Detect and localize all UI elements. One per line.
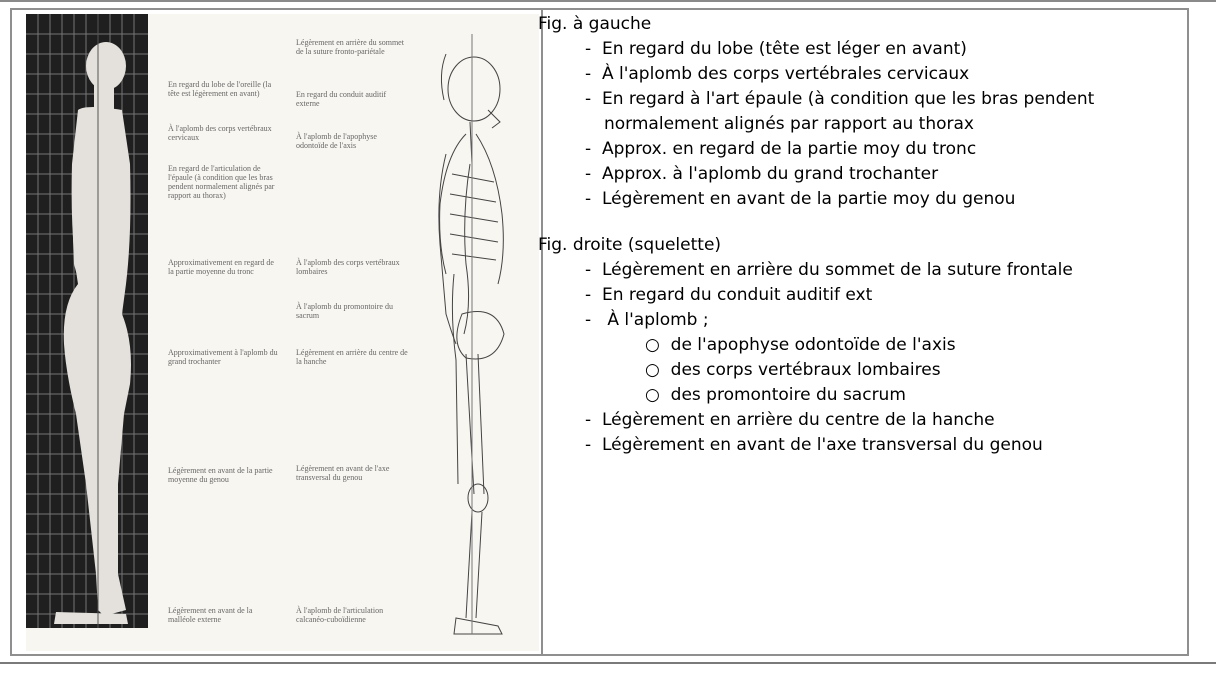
posture-illustration (26, 14, 539, 651)
circle-bullet-icon: ○ (645, 385, 671, 405)
list-item-text: Approx. à l'aplomb du grand trochanter (601, 164, 939, 184)
list-item-text: En regard du conduit auditif ext (601, 285, 873, 305)
skeleton-drawing (439, 54, 504, 634)
list-item (538, 162, 1178, 187)
left-figure-title: Fig. à gauche (538, 14, 652, 34)
list-item (538, 37, 1178, 62)
right-label-6: Légèrement en arrière du centre de la hanche (296, 348, 408, 366)
list-item-text: Légèrement en arrière du centre de la hanche (601, 410, 995, 430)
bottom-rule (0, 662, 1216, 664)
bullet-dash: - (585, 285, 602, 305)
bullet-dash: - (585, 310, 602, 330)
bullet-dash: - (585, 89, 602, 109)
bullet-dash: - (585, 189, 602, 209)
posture-figure (26, 14, 539, 651)
sub-list-item-text: des corps vertébraux lombaires (670, 360, 941, 380)
list-item-text: En regard à l'art épaule (à condition que les bras pendent normalement alignés par rapport au thorax (601, 89, 1095, 134)
bullet-dash: - (585, 64, 602, 84)
circle-bullet-icon: ○ (645, 335, 671, 355)
left-label-7: Légèrement en avant de la malléole externe (168, 606, 253, 624)
right-figure-title: Fig. droite (squelette) (538, 235, 722, 255)
left-label-1: En regard du lobe de l'oreille (la tête est légèrement en avant) (168, 80, 272, 98)
right-label-2: En regard du conduit auditif externe (296, 90, 387, 108)
bullet-dash: - (585, 435, 602, 455)
list-item-text: À l'aplomb des corps vertébrales cervicaux (601, 64, 970, 84)
right-label-1: Légèrement en arrière du sommet de la suture fronto-pariétale (296, 38, 404, 56)
list-item (538, 137, 1178, 162)
section-gap (538, 212, 1178, 233)
left-label-5: Approximativement à l'aplomb du grand trochanter (168, 348, 278, 366)
sub-list-item (538, 333, 1178, 358)
bullet-dash: - (585, 260, 602, 280)
list-item (538, 187, 1178, 212)
list-item-text: En regard du lobe (tête est léger en avant) (601, 39, 967, 59)
left-label-2: À l'aplomb des corps vertébraux cervicaux (168, 124, 272, 142)
sub-list-item (538, 383, 1178, 408)
list-item-text: Légèrement en avant de la partie moy du genou (601, 189, 1016, 209)
bullet-dash: - (585, 410, 602, 430)
sub-list-item-text: de l'apophyse odontoïde de l'axis (670, 335, 956, 355)
right-label-7: Légèrement en avant de l'axe transversal du genou (296, 464, 390, 482)
list-item (538, 62, 1178, 87)
list-item-text: À l'aplomb ; (601, 310, 709, 330)
right-label-4: À l'aplomb des corps vertébraux lombaires (296, 258, 400, 276)
sub-list-item (538, 358, 1178, 383)
right-label-3: À l'aplomb de l'apophyse odontoïde de l'axis (296, 132, 377, 150)
bullet-dash: - (585, 139, 602, 159)
list-item-text: Approx. en regard de la partie moy du tronc (601, 139, 977, 159)
list-item (538, 433, 1178, 458)
top-rule (0, 0, 1216, 2)
list-item (538, 408, 1178, 433)
bullet-dash: - (585, 164, 602, 184)
list-item-text: Légèrement en arrière du sommet de la suture frontale (601, 260, 1073, 280)
list-item-text: Légèrement en avant de l'axe transversal du genou (601, 435, 1043, 455)
list-item (538, 283, 1178, 308)
list-item (538, 87, 1178, 137)
circle-bullet-icon: ○ (645, 360, 671, 380)
sub-list-item-text: des promontoire du sacrum (670, 385, 906, 405)
list-item (538, 308, 1178, 333)
notes-column (538, 12, 1178, 458)
left-label-4: Approximativement en regard de la partie moyenne du tronc (168, 258, 274, 276)
bullet-dash: - (585, 39, 602, 59)
right-label-5: À l'aplomb du promontoire du sacrum (296, 302, 393, 320)
list-item (538, 258, 1178, 283)
left-label-3: En regard de l'articulation de l'épaule (à condition que les bras pendent normalement alignés par rapport au thorax) (168, 164, 275, 200)
right-label-8: À l'aplomb de l'articulation calcanéo-cuboïdienne (296, 606, 384, 624)
left-label-6: Légèrement en avant de la partie moyenne du genou (168, 466, 273, 484)
